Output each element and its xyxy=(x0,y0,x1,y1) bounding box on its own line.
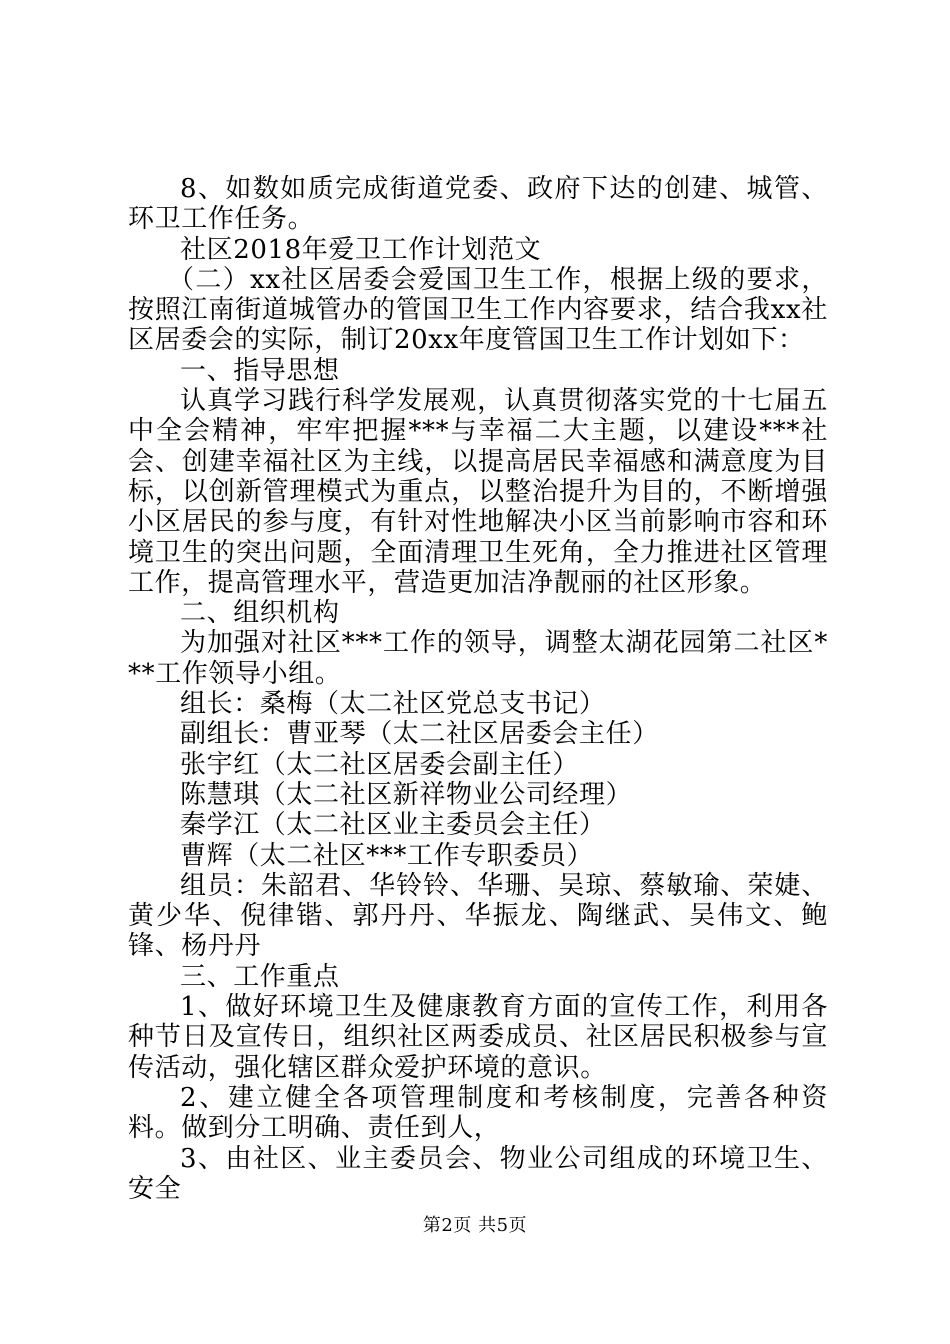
paragraph: 认真学习践行科学发展观，认真贯彻落实党的十七届五中全会精神，牢牢把握***与幸福二大主题，以建设***社会、创建幸福社区为主线，以提高居民幸福感和满意度为目标，以创新管理模式为重点，以整治提升为目的，不断增强小区居民的参与度，有针对性地解决小区当前影响市容和环境卫生的突出问题，全面清理卫生死角，全力推进社区管理工作，提高管理水平，营造更加洁净靓丽的社区形象。 xyxy=(128,386,828,598)
paragraph: 社区2018年爱卫工作计划范文 xyxy=(180,234,542,265)
section-heading: 二、组织机构 xyxy=(180,598,340,629)
member-line: 组员：朱韶君、华铃铃、华珊、吴琼、蔡敏瑜、荣婕、黄少华、倪律锴、郭丹丹、华振龙、陶继武、吴伟文、鲍锋、杨丹丹 xyxy=(128,870,828,962)
page-footer xyxy=(0,1215,950,1237)
member-line: 秦学江（太二社区业主委员会主任） xyxy=(180,810,606,841)
member-line: 副组长：曹亚琴（太二社区居委会主任） xyxy=(180,719,659,750)
paragraph: 8、如数如质完成街道党委、政府下达的创建、城管、环卫工作任务。 xyxy=(128,174,828,235)
paragraph: （二）xx社区居委会爱国卫生工作，根据上级的要求，按照江南街道城管办的管国卫生工作内容要求，结合我xx社区居委会的实际，制订20xx年度管国卫生工作计划如下： xyxy=(128,264,828,356)
member-line: 张宇红（太二社区居委会副主任） xyxy=(180,749,580,780)
paragraph: 3、由社区、业主委员会、物业公司组成的环境卫生、安全 xyxy=(128,1143,828,1204)
paragraph: 为加强对社区***工作的领导，调整太湖花园第二社区***工作领导小组。 xyxy=(128,628,828,689)
section-heading: 三、工作重点 xyxy=(180,961,340,992)
page-number: 第2页 共5页 xyxy=(422,1215,528,1236)
document-body xyxy=(128,174,828,1204)
member-line: 组长：桑梅（太二社区党总支书记） xyxy=(180,689,606,720)
paragraph: 2、建立健全各项管理制度和考核制度，完善各种资料。做到分工明确、责任到人， xyxy=(128,1082,828,1144)
paragraph: 1、做好环境卫生及健康教育方面的宣传工作，利用各种节日及宣传日，组织社区两委成员、社区居民积极参与宣传活动，强化辖区群众爱护环境的意识。 xyxy=(128,992,828,1083)
member-line: 曹辉（太二社区***工作专职委员） xyxy=(180,840,594,871)
section-heading: 一、指导思想 xyxy=(180,355,340,386)
member-line: 陈慧琪（太二社区新祥物业公司经理） xyxy=(180,779,633,810)
